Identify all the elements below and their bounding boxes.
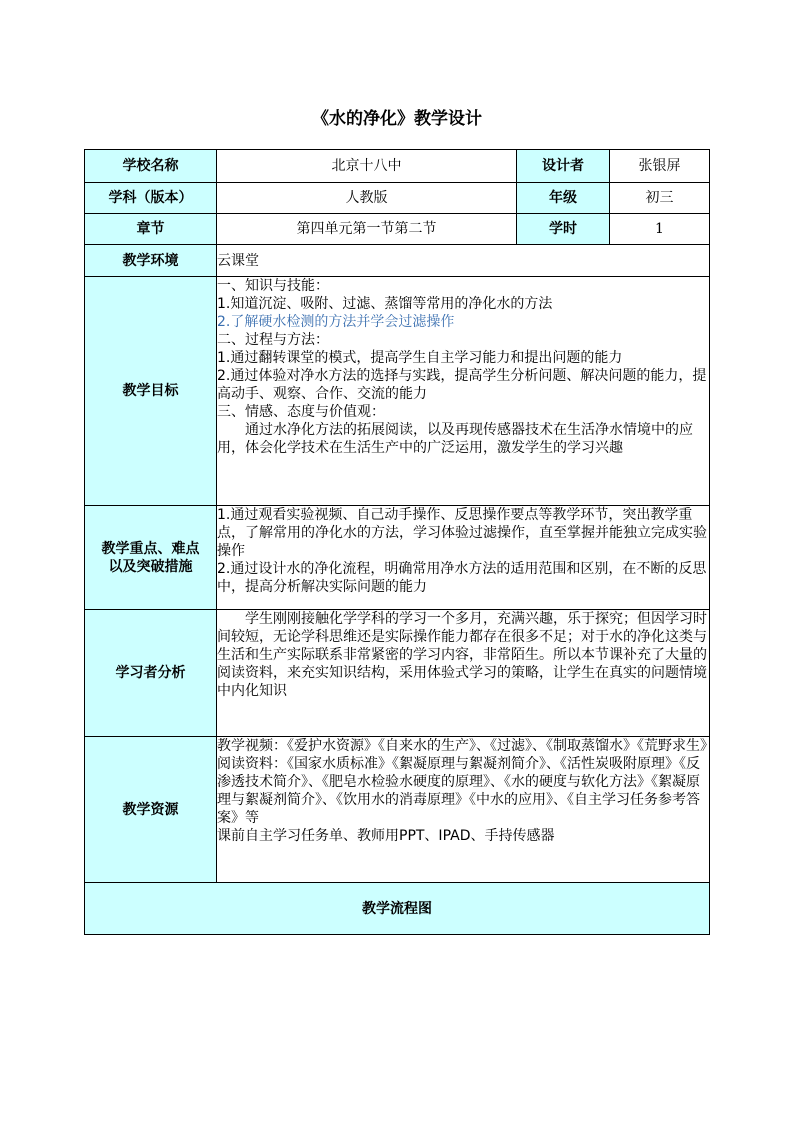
objectives-line: 通过水净化方法的拓展阅读，以及再现传感器技术在生活净水情境中的应用，体会化学技术在生活生产中的广泛运用，激发学生的学习兴趣 (217, 422, 693, 456)
row-objectives (85, 277, 710, 506)
key-points-label-line: 教学重点、难点 (101, 540, 200, 557)
objectives-line: 1.通过翻转课堂的模式，提高学生自主学习能力和提出问题的能力 (217, 350, 623, 366)
resources-content (217, 737, 714, 883)
row-subject (85, 183, 710, 214)
resources-label: 教学资源 (85, 737, 217, 883)
hours-label: 学时 (517, 214, 610, 245)
row-school (85, 150, 710, 183)
row-key-points (85, 506, 710, 610)
lesson-design-table (84, 149, 714, 935)
row-flow-chart (85, 883, 710, 935)
resources-line: 课前自主学习任务单、教师用PPT、IPAD、手持传感器 (217, 828, 555, 844)
objectives-content (217, 277, 710, 506)
row-environment (85, 245, 710, 277)
grade-label: 年级 (517, 183, 610, 214)
designer-label: 设计者 (517, 150, 610, 183)
environment-label: 教学环境 (85, 245, 217, 277)
flow-chart-label: 教学流程图 (85, 883, 710, 935)
objectives-line: 2.通过体验对净水方法的选择与实践，提高学生分析问题、解决问题的能力，提高动手、观察、合作、交流的能力 (217, 368, 707, 402)
row-learner (85, 610, 710, 737)
designer-value: 张银屏 (610, 150, 710, 183)
learner-label: 学习者分析 (85, 610, 217, 737)
row-chapter (85, 214, 710, 245)
key-points-content (217, 506, 710, 610)
hours-value: 1 (610, 214, 710, 245)
objectives-line: 1.知道沉淀、吸附、过滤、蒸馏等常用的净化水的方法 (217, 296, 553, 312)
environment-value: 云课堂 (217, 245, 710, 277)
objectives-line: 三、情感、态度与价值观： (217, 404, 385, 420)
key-points-line: 2.通过设计水的净化流程，明确常用净水方法的适用范围和区别，在不断的反思中，提高分析解决实际问题的能力 (217, 561, 707, 595)
school-value: 北京十八中 (217, 150, 517, 183)
subject-value: 人教版 (217, 183, 517, 214)
resources-line: 阅读资料：《国家水质标准》《絮凝原理与絮凝剂简介》、《活性炭吸附原理》《反渗透技术简介》、《肥皂水检验水硬度的原理》、《水的硬度与软化方法》《絮凝原理与絮凝剂简介》、《饮用水的消毒原理》《中水的应用》、《自主学习任务参考答案》等 (217, 756, 700, 826)
chapter-label: 章节 (85, 214, 217, 245)
objectives-line: 二、过程与方法： (217, 332, 329, 348)
objectives-line: 一、知识与技能： (217, 278, 329, 294)
subject-label: 学科（版本） (85, 183, 217, 214)
learner-content (217, 610, 710, 737)
chapter-value: 第四单元第一节第二节 (217, 214, 517, 245)
school-label: 学校名称 (85, 150, 217, 183)
key-points-label-line: 以及突破措施 (108, 558, 193, 575)
key-points-label (85, 506, 217, 610)
key-points-line: 1.通过观看实验视频、自己动手操作、反思操作要点等教学环节，突出教学重点，了解常用的净化水的方法，学习体验过滤操作，直至掌握并能独立完成实验操作 (217, 507, 707, 559)
learner-text: 学生刚刚接触化学学科的学习一个多月，充满兴趣，乐于探究；但因学习时间较短，无论学科思维还是实际操作能力都存在很多不足；对于水的净化这类与生活和生产实际联系非常紧密的学习内容，非常陌生。所以本节课补充了大量的阅读资料，来充实知识结构，采用体验式学习的策略，让学生在真实的问题情境中内化知识 (217, 611, 707, 699)
resources-line: 教学视频：《爱护水资源》《自来水的生产》、《过滤》、《制取蒸馏水》《荒野求生》 (217, 738, 714, 754)
objectives-label: 教学目标 (85, 277, 217, 506)
row-resources (85, 737, 710, 883)
grade-value: 初三 (610, 183, 710, 214)
document-title: 《水的净化》教学设计 (312, 109, 482, 129)
objectives-line: 2.了解硬水检测的方法并学会过滤操作 (217, 314, 455, 330)
